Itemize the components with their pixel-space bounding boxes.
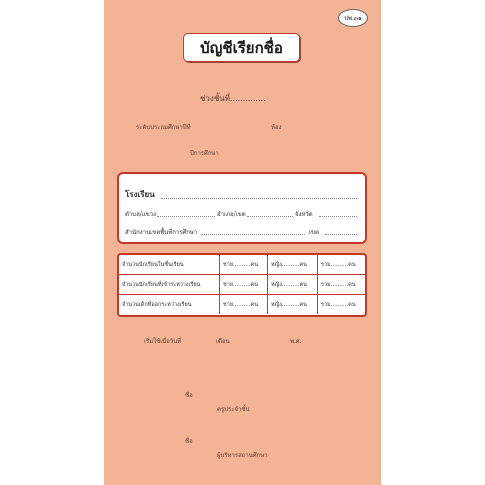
district-field[interactable] (247, 216, 293, 217)
district-label: อำเภอ/เขต (217, 211, 246, 218)
school-label: โรงเรียน (125, 189, 155, 199)
table-row (119, 275, 365, 295)
table-row (119, 255, 365, 275)
student-stats-table (117, 253, 367, 317)
office-field[interactable] (201, 234, 305, 235)
stats-female-cell[interactable]: หญิง..........คน (268, 275, 318, 294)
school-field[interactable] (161, 198, 357, 199)
subdistrict-field[interactable] (157, 216, 215, 217)
province-field[interactable] (319, 216, 357, 217)
form-title: บัญชีเรียกชื่อ (183, 33, 300, 62)
form-code-badge: ปพ.๓๑ (338, 9, 368, 27)
stats-row-label: จำนวนนักเรียนในชั้นเรียน (119, 255, 220, 274)
academic-year-label: ปีการศึกษา (190, 150, 219, 157)
stats-female-cell[interactable]: หญิง..........คน (268, 295, 318, 314)
stats-male-cell[interactable]: ชาย..........คน (220, 295, 268, 314)
stats-row-label: จำนวนนักเรียนที่เข้าระหว่างเรียน (119, 275, 220, 294)
subdistrict-label: ตำบล/แขวง (125, 211, 157, 218)
stats-row-label: จำนวนเด็กที่ออกระหว่างเรียน (119, 295, 220, 314)
office-label: สำนักงานเขตพื้นที่การศึกษา (125, 229, 198, 236)
zone-field[interactable] (325, 234, 357, 235)
teacher-role: ครูประจำชั้น (217, 406, 250, 413)
teacher-sign-label: ชื่อ (185, 392, 193, 399)
start-date-label: เริ่มใช้เมื่อวันที่ (144, 338, 182, 345)
year-label: พ.ศ. (290, 338, 302, 345)
stats-male-cell[interactable]: ชาย..........คน (220, 275, 268, 294)
stats-male-cell[interactable]: ชาย..........คน (220, 255, 268, 274)
stats-total-cell[interactable]: รวม..........คน (321, 261, 356, 268)
director-sign-label: ชื่อ (185, 438, 193, 445)
class-level-line: ช่วงชั้นที่.............. (200, 94, 266, 103)
register-form-cover (104, 0, 381, 485)
zone-label: เขต (309, 229, 320, 236)
director-role: ผู้บริหารสถานศึกษา (217, 452, 268, 459)
stats-female-cell[interactable]: หญิง..........คน (268, 255, 318, 274)
room-label: ห้อง (271, 124, 282, 131)
province-label: จังหวัด (295, 211, 313, 218)
month-label: เดือน (216, 338, 230, 345)
school-info-box (117, 172, 367, 244)
stats-total-cell[interactable]: รวม..........คน (321, 301, 356, 308)
stats-total-cell[interactable]: รวม..........คน (321, 281, 356, 288)
table-row (119, 295, 365, 314)
grade-line: ระดับประถมศึกษาปีที่ (136, 124, 191, 131)
